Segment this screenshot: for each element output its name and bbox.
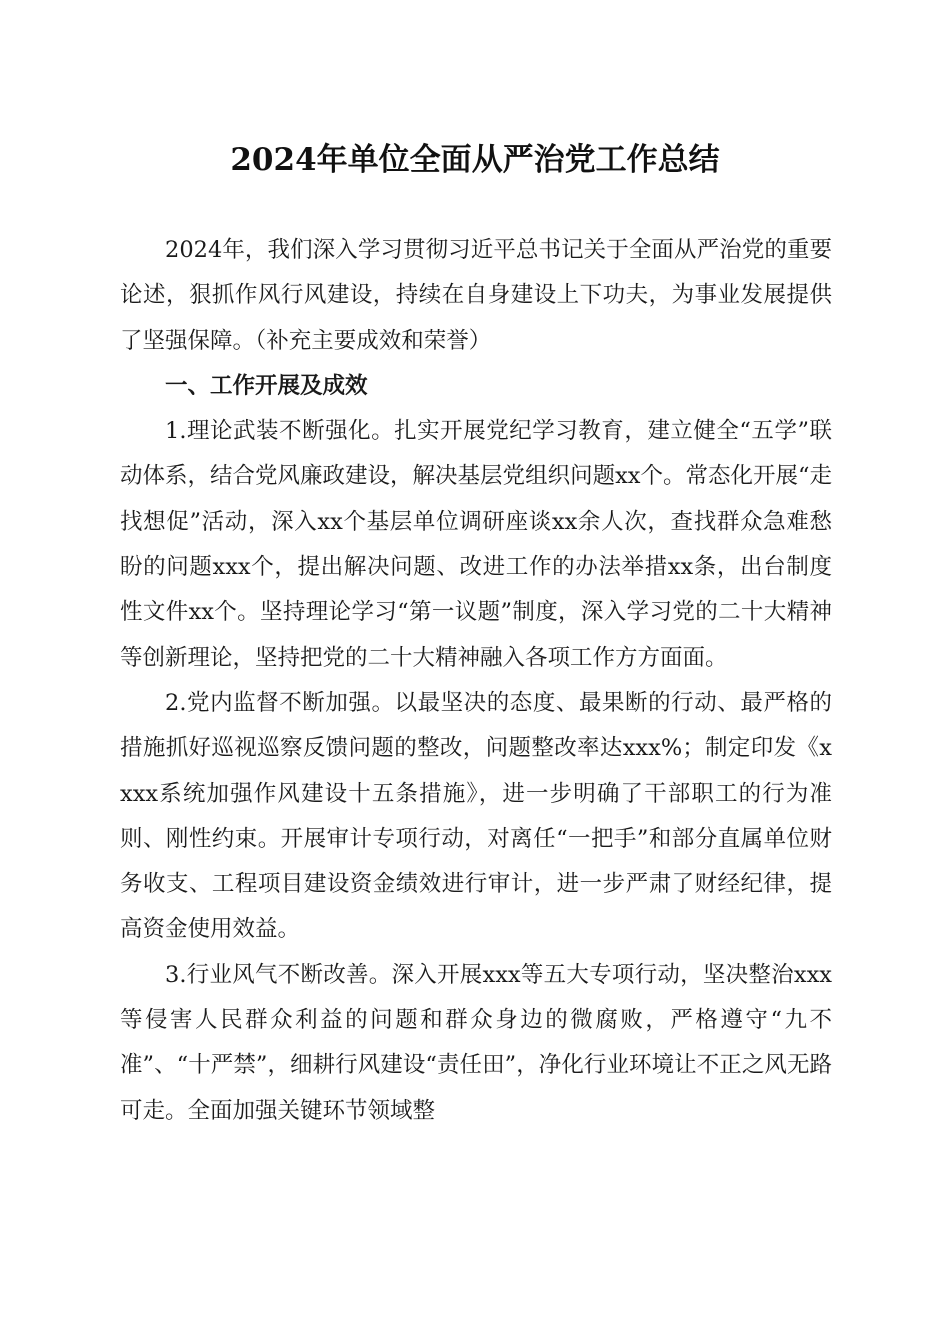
paragraph-industry-conduct: 3.行业风气不断改善。深入开展xxx等五大专项行动，坚决整治xxx等侵害人民群众利益的问题和群众身边的微腐败，严格遵守“九不准”、“十严禁”，细耕行风建设“责任田”，净化行业环境让不正之风无路可走。全面加强关键环节领域整 xyxy=(120,961,832,1124)
intro-paragraph: 2024年，我们深入学习贯彻习近平总书记关于全面从严治党的重要论述，狠抓作风行风建设，持续在自身建设上下功夫，为事业发展提供了坚强保障。（补充主要成效和荣誉） xyxy=(120,237,832,354)
document-body xyxy=(120,228,832,1134)
document-title: 2024年单位全面从严治党工作总结 xyxy=(230,142,720,178)
paragraph-theory: 1.理论武装不断强化。扎实开展党纪学习教育，建立健全“五学”联动体系，结合党风廉政建设，解决基层党组织问题xx个。常态化开展“走找想促”活动，深入xx个基层单位调研座谈xx余人次，查找群众急难愁盼的问题xxx个，提出解决问题、改进工作的办法举措xx条，出台制度性文件xx个。坚持理论学习“第一议题”制度，深入学习党的二十大精神等创新理论，坚持把党的二十大精神融入各项工作方方面面。 xyxy=(120,418,832,671)
paragraph-supervision: 2.党内监督不断加强。以最坚决的态度、最果断的行动、最严格的措施抓好巡视巡察反馈问题的整改，问题整改率达xxx%；制定印发《xxxx系统加强作风建设十五条措施》，进一步明确了干部职工的行为准则、刚性约束。开展审计专项行动，对离任“一把手”和部分直属单位财务收支、工程项目建设资金绩效进行审计，进一步严肃了财经纪律，提高资金使用效益。 xyxy=(120,689,832,943)
section-heading: 一、工作开展及成效 xyxy=(165,372,368,399)
